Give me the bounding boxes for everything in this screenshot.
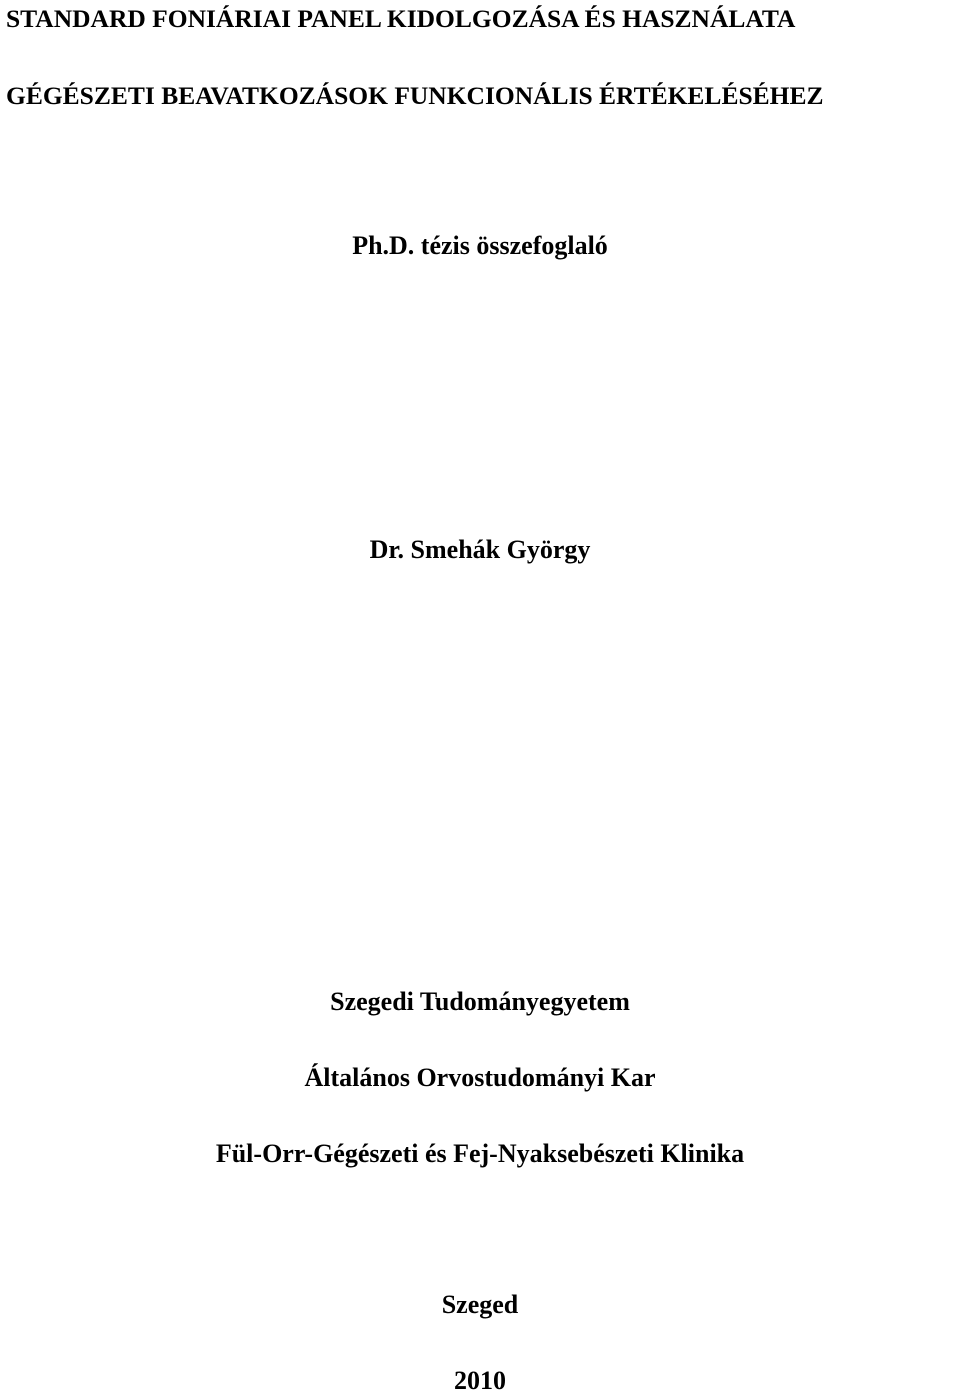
title-line-1: STANDARD FONIÁRIAI PANEL KIDOLGOZÁSA ÉS HASZNÁLATA: [6, 4, 796, 33]
publication-year: 2010: [454, 1366, 506, 1395]
faculty-name: Általános Orvostudományi Kar: [304, 1063, 656, 1092]
thesis-subtitle: Ph.D. tézis összefoglaló: [352, 231, 608, 260]
title-line-2: GÉGÉSZETI BEAVATKOZÁSOK FUNKCIONÁLIS ÉRTÉKELÉSÉHEZ: [6, 81, 824, 110]
clinic-name: Fül-Orr-Gégészeti és Fej-Nyaksebészeti Klinika: [215, 1139, 745, 1168]
city-name: Szeged: [441, 1290, 519, 1319]
author-name: Dr. Smehák György: [369, 535, 591, 564]
university-name: Szegedi Tudományegyetem: [330, 987, 630, 1016]
